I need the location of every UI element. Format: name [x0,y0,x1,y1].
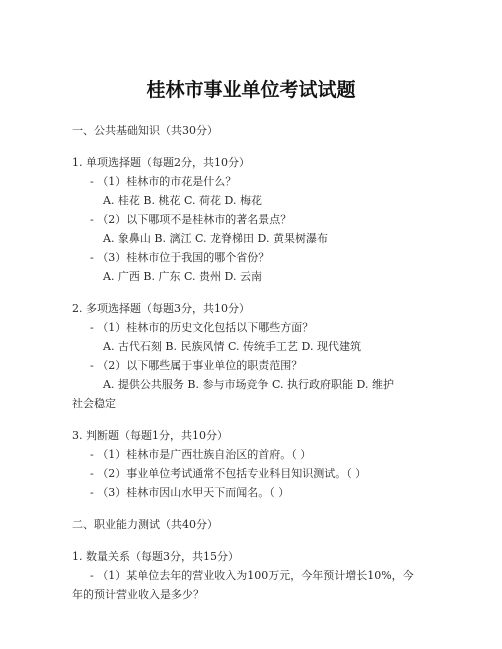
question-item: - （1）桂林市的市花是什么？ [90,175,237,188]
answer-options: A. 古代石刻 B. 民族风情 C. 传统手工艺 D. 现代建筑 [103,340,361,353]
question-item-continuation: 年的预计营业收入是多少？ [72,588,204,601]
question-group-heading: 2. 多项选择题（每题3分，共10分） [72,302,250,315]
answer-options-continuation: 社会稳定 [72,397,116,410]
question-item: - （3）桂林市因山水甲天下而闻名。（ ） [90,486,290,499]
question-item: - （2）事业单位考试通常不包括专业科目知识测试。（ ） [90,467,367,480]
answer-options: A. 象鼻山 B. 漓江 C. 龙脊梯田 D. 黄果树瀑布 [103,232,328,245]
question-item: - （3）桂林市位于我国的哪个省份？ [90,251,270,264]
answer-options: A. 广西 B. 广东 C. 贵州 D. 云南 [103,270,262,283]
question-item: - （1）桂林市的历史文化包括以下哪些方面？ [90,321,314,334]
question-group-heading: 3. 判断题（每题1分，共10分） [72,429,228,442]
question-item: - （1）某单位去年的营业收入为100万元，今年预计增长10%，今 [90,569,414,582]
question-item: - （2）以下哪些属于事业单位的职责范围？ [90,359,303,372]
answer-options: A. 桂花 B. 桃花 C. 荷花 D. 梅花 [103,194,262,207]
answer-options: A. 提供公共服务 B. 参与市场竞争 C. 执行政府职能 D. 维护 [103,378,394,391]
question-group-heading: 1. 单项选择题（每题2分，共10分） [72,156,250,169]
question-item: - （1）桂林市是广西壮族自治区的首府。（ ） [90,448,312,461]
question-group-heading: 1. 数量关系（每题3分，共15分） [72,550,239,563]
section-heading-aptitude: 二、职业能力测试（共40分） [72,518,218,531]
question-item: - （2）以下哪项不是桂林市的著名景点？ [90,213,292,226]
section-heading-public-knowledge: 一、公共基础知识（共30分） [72,124,218,137]
document-title: 桂林市事业单位考试试题 [146,79,356,101]
